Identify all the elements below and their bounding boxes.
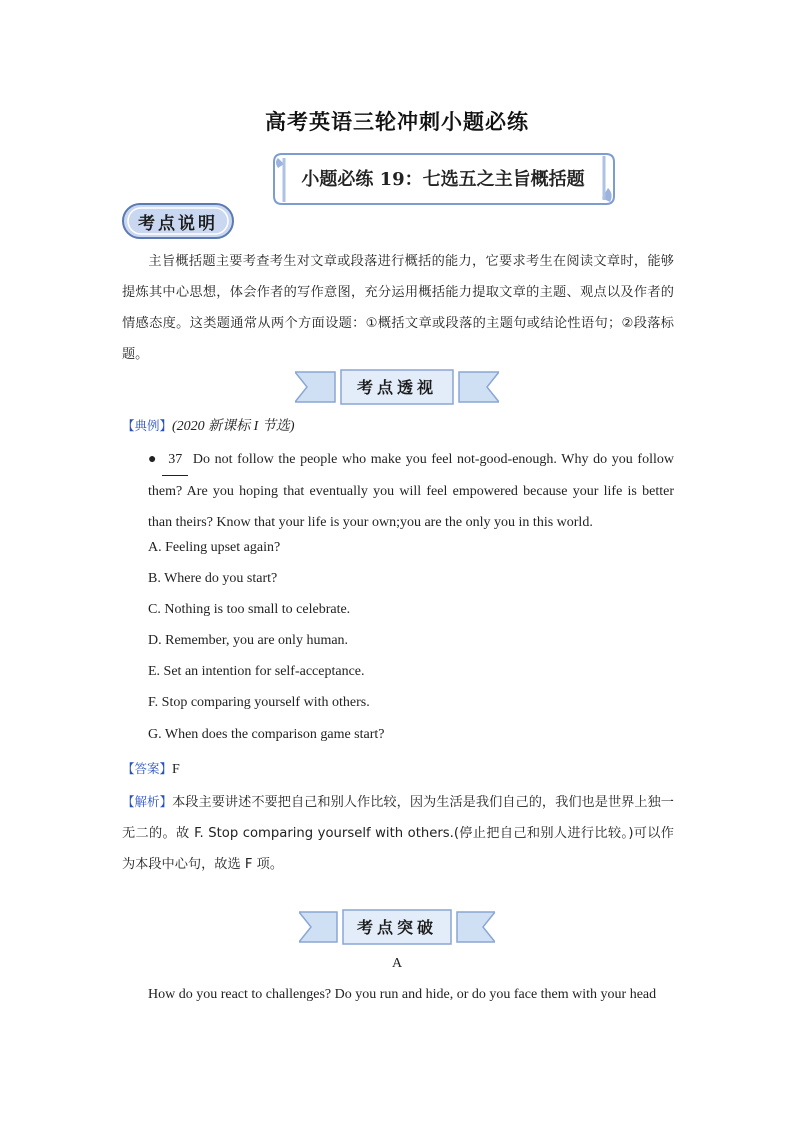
passage-text: Do not follow the people who make you feel not-good-enough. Why do you follow them? Are you hoping that eventually you will feel empowered because your life is better than theirs? Know that your life is your own;you are the only you in this world. — [148, 452, 674, 530]
intro-paragraph: 主旨概括题主要考查考生对文章或段落进行概括的能力，它要求考生在阅读文章时，能够提炼其中心思想，体会作者的写作意图，充分运用概括能力提取文章的主题、观点以及作者的情感态度。这类题通常从两个方面设题：①概括文章或段落的主题句或结论性语句；②段落标题。 — [122, 254, 674, 362]
option-g: G. When does the comparison game start? — [148, 727, 385, 742]
option-f: F. Stop comparing yourself with others. — [148, 695, 370, 710]
option-d: D. Remember, you are only human. — [148, 633, 349, 648]
answer-line — [122, 759, 180, 778]
kaodian-tupo-label: 考点突破 — [356, 918, 437, 937]
example-header — [122, 415, 295, 435]
example-source: (2020 新课标 I 节选) — [172, 419, 295, 434]
option-a: A. Feeling upset again? — [148, 540, 281, 555]
bullet: ● — [148, 452, 158, 467]
example-passage — [148, 444, 674, 538]
answer-label: 【答案】 — [122, 761, 173, 776]
kaodian-shuoming-badge: 考点说明 — [138, 214, 218, 234]
example-label: 【典例】 — [122, 418, 173, 433]
practice-first-line: How do you react to challenges? Do you run and hide, or do you face them with your head — [148, 987, 657, 1002]
option-b: B. Where do you start? — [148, 571, 278, 586]
analysis-text: 本段主要讲述不要把自己和别人作比较，因为生活是我们自己的，我们也是世界上独一无二的。故 F. Stop comparing yourself with others.(停止把自己和别人进行比较。)可以作为本段中心句，故选 F 项。 — [122, 795, 674, 872]
kaodian-toushi-label: 考点透视 — [356, 378, 437, 397]
passage-letter: A — [391, 956, 403, 971]
option-e: E. Set an intention for self-acceptance. — [148, 664, 365, 679]
analysis-paragraph — [122, 786, 674, 880]
analysis-label: 【解析】 — [122, 794, 173, 809]
option-c: C. Nothing is too small to celebrate. — [148, 602, 351, 617]
answer-blank: 37 — [162, 444, 188, 476]
document-title: 高考英语三轮冲刺小题必练 — [265, 109, 529, 134]
section-title: 小题必练 19：七选五之主旨概括题 — [301, 169, 585, 190]
answer-value: F — [172, 762, 180, 777]
